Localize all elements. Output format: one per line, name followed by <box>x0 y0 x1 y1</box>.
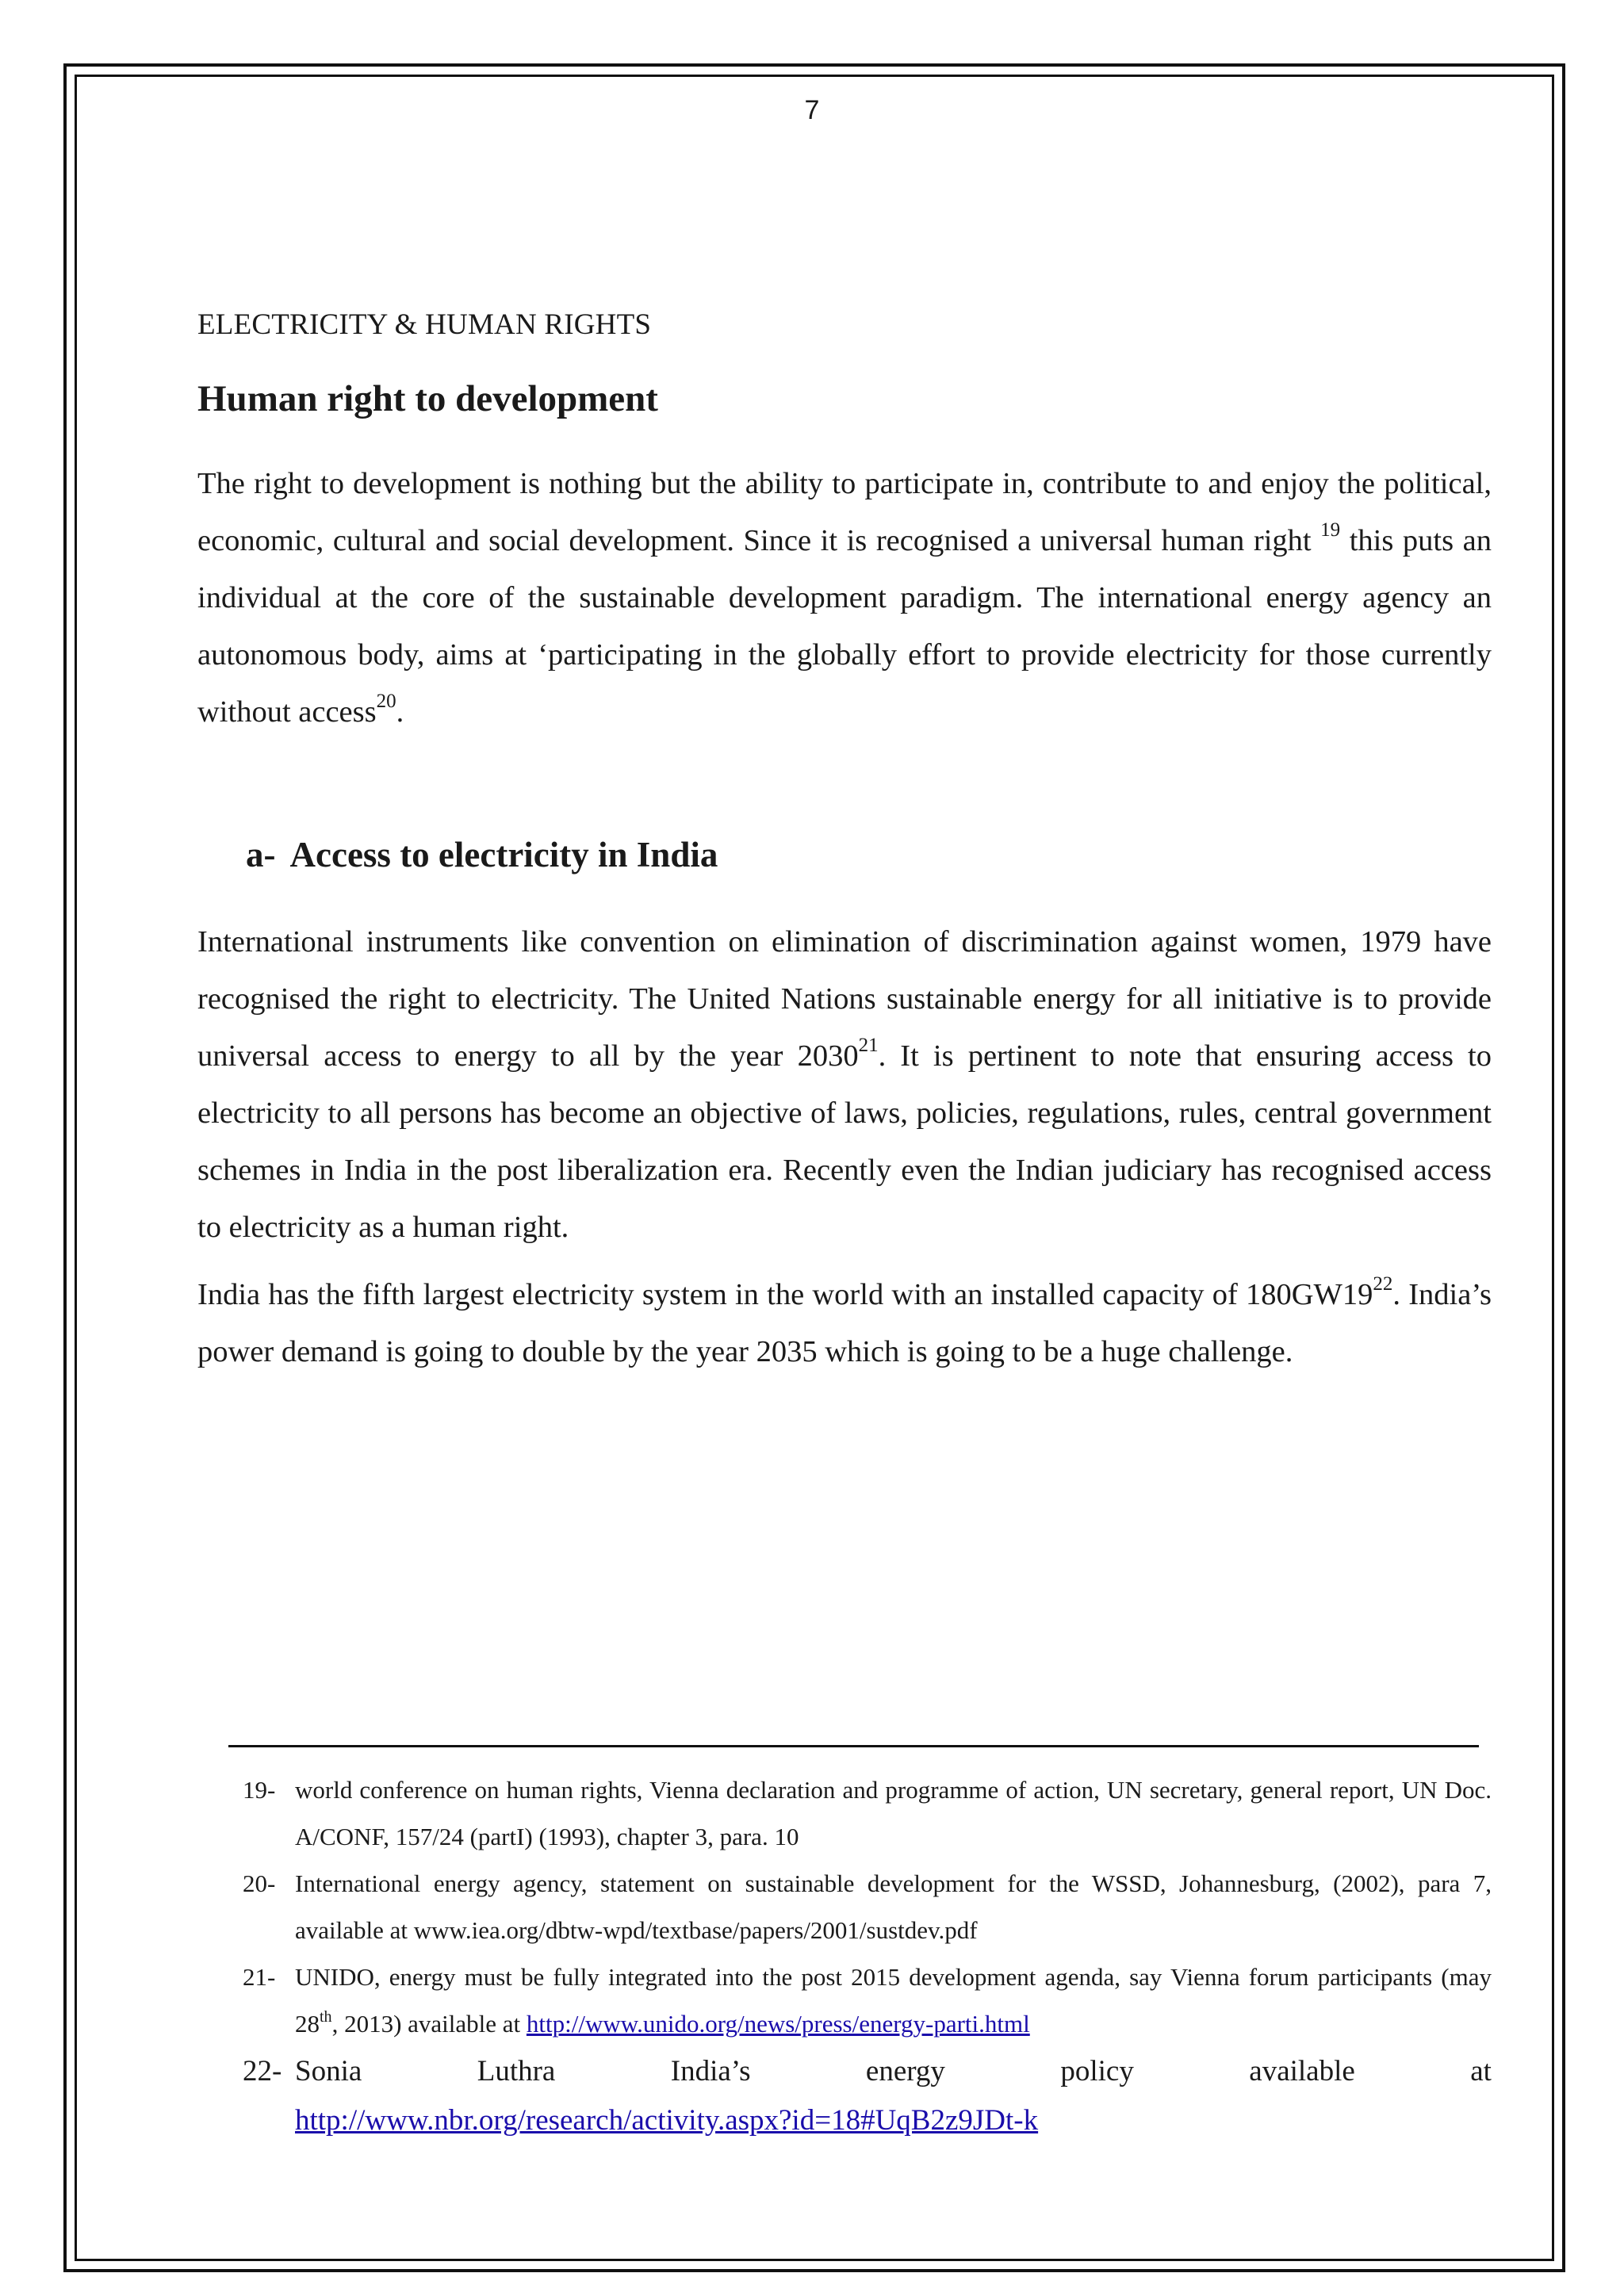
main-heading: Human right to development <box>197 378 658 419</box>
footnote-21 <box>243 1954 1492 2047</box>
footnotes <box>243 1766 1492 2145</box>
footnote-divider <box>228 1745 1479 1747</box>
section-label: ELECTRICITY & HUMAN RIGHTS <box>197 308 652 341</box>
footnote-number: 21- <box>243 1963 276 1991</box>
unido-link[interactable]: http://www.unido.org/news/press/energy-parti.html <box>526 2010 1030 2038</box>
footnote-text <box>295 2047 1492 2145</box>
footnote-number: 20- <box>243 1869 276 1897</box>
footnote-ref-22[interactable]: 22 <box>1373 1273 1393 1295</box>
footnote-number: 22- <box>243 2055 282 2087</box>
footnote-text: UNIDO, energy must be fully integrated into the post 2015 development agenda, say Vienna forum participants (may 28th, 2013) available at http://www.unido.org/news/press/energy-parti.html <box>295 1963 1492 2038</box>
footnote-ref-21[interactable]: 21 <box>858 1035 879 1057</box>
footnote-number: 19- <box>243 1776 276 1804</box>
footnote-ref-20[interactable]: 20 <box>376 691 396 713</box>
sub-heading <box>246 834 718 875</box>
page-number: 7 <box>804 95 820 125</box>
nbr-link[interactable]: http://www.nbr.org/research/activity.aspx?id=18#UqB2z9JDt-k <box>295 2104 1039 2137</box>
sub-heading-marker: a- <box>246 835 276 874</box>
paragraph-india-capacity: India has the fifth largest electricity system in the world with an installed capacity of $180GW19^{22}$. India’s power demand is going to double by the year 2035 which is going to be a huge challenge. <box>197 1273 1492 1368</box>
footnote-20 <box>243 1860 1492 1954</box>
sub-heading-title: Access to electricity in India <box>289 835 718 874</box>
footnote-ref-19[interactable]: 19 <box>1320 519 1341 541</box>
footnote-text: world conference on human rights, Vienna declaration and programme of action, UN secretary, general report, UN Doc. A/CONF, 157/24 (partI) (1993), chapter 3, para. 10 <box>295 1776 1492 1850</box>
footnote-text: International energy agency, statement on sustainable development for the WSSD, Johannesburg, (2002), para 7, available at www.iea.org/dbtw-wpd/textbase/papers/2001/sustdev.pdf <box>295 1869 1492 1944</box>
footnote-19 <box>243 1766 1492 1860</box>
footnote-22 <box>243 2047 1492 2145</box>
paragraph-right-to-development: The right to development is nothing but the ability to participate in, contribute to and enjoy the political, economic, cultural and social development. Since it is recognised a universal human right $^{19}$ this puts an individual at the core of the sustainable development paradigm. The international energy agency an autonomous body, aims at ‘participating in the globally effort to provide electricity for those currently without access$^{20}$. <box>197 467 1492 729</box>
paragraph-access-electricity: International instruments like convention on elimination of discrimination against women, 1979 have recognised the right to electricity. The United Nations sustainable energy for all initiative is to provide universal access to energy to all by the year 2030$^{21}$. It is pertinent to note that ensuring access to electricity to all persons has become an objective of laws, policies, regulations, rules, central government schemes in India in the post liberalization era. Recently even the Indian judiciary has recognised access to electricity as a human right. <box>197 925 1492 1244</box>
footnote-22-words: Sonia Luthra India’s energy policy available at <box>295 2055 1492 2087</box>
